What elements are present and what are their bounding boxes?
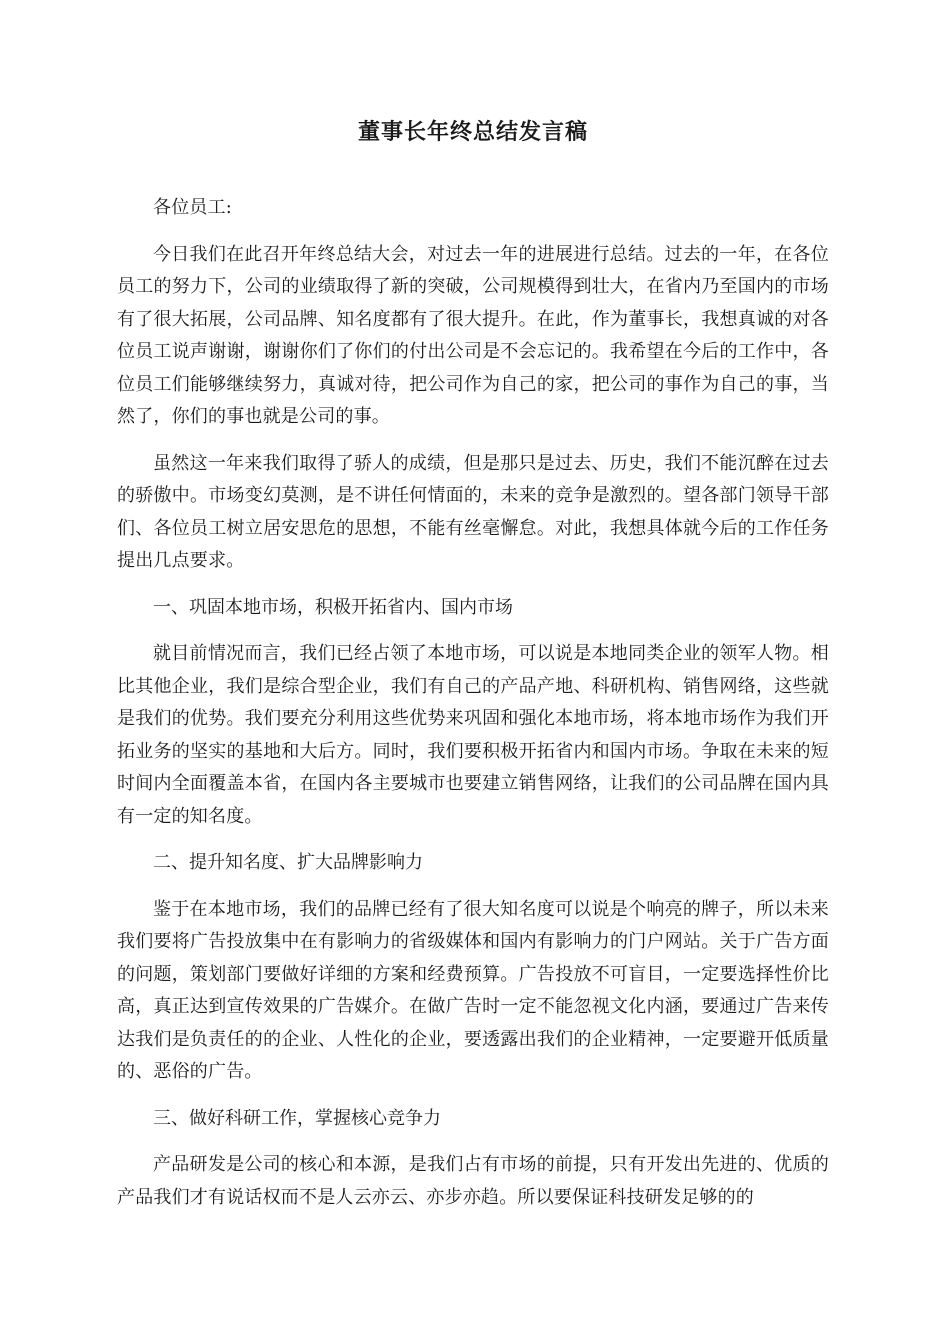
paragraph-4: 鉴于在本地市场，我们的品牌已经有了很大知名度可以说是个响亮的牌子，所以未来我们要将广告投放集中在有影响力的省级媒体和国内有影响力的门户网站。关于广告方面的问题，策划部门要做好详细的方案和经费预算。广告投放不可盲目，一定要选择性价比高，真正达到宣传效果的广告媒介。在做广告时一定不能忽视文化内涵，要通过广告来传达我们是负责任的的企业、人性化的企业，要透露出我们的企业精神，一定要避开低质量的、恶俗的广告。 — [117, 898, 829, 1082]
paragraph-3: 就目前情况而言，我们已经占领了本地市场，可以说是本地同类企业的领军人物。相比其他企业，我们是综合型企业，我们有自己的产品产地、科研机构、销售网络，这些就是我们的优势。我们要充分利用这些优势来巩固和强化本地市场，将本地市场作为我们开拓业务的坚实的基地和大后方。同时，我们要积极开拓省内和国内市场。争取在未来的短时间内全面覆盖本省，在国内各主要城市也要建立销售网络，让我们的公司品牌在国内具有一定的知名度。 — [117, 643, 829, 827]
document-page — [117, 112, 829, 1228]
section-heading-1: 一、巩固本地市场，积极开拓省内、国内市场 — [153, 596, 513, 618]
paragraph-1: 今日我们在此召开年终总结大会，对过去一年的进展进行总结。过去的一年，在各位员工的努力下，公司的业绩取得了新的突破，公司规模得到壮大，在省内乃至国内的市场有了很大拓展，公司品牌、知名度都有了很大提升。在此，作为董事长，我想真诚的对各位员工说声谢谢，谢谢你们了你们的付出公司是不会忘记的。我希望在今后的工作中，各位员工们能够继续努力，真诚对待，把公司作为自己的家，把公司的事作为自己的事，当然了，你们的事也就是公司的事。 — [117, 243, 829, 427]
document-title: 董事长年终总结发言稿 — [357, 119, 588, 145]
paragraph-5: 产品研发是公司的核心和本源，是我们占有市场的前提，只有开发出先进的、优质的产品我们才有说话权而不是人云亦云、亦步亦趋。所以要保证科技研发足够的的 — [117, 1154, 829, 1208]
section-heading-2: 二、提升知名度、扩大品牌影响力 — [153, 852, 423, 873]
paragraph-2: 虽然这一年来我们取得了骄人的成绩，但是那只是过去、历史，我们不能沉醉在过去的骄傲中。市场变幻莫测，是不讲任何情面的，未来的竞争是激烈的。望各部门领导干部们、各位员工树立居安思危的思想，不能有丝毫懈怠。对此，我想具体就今后的工作任务提出几点要求。 — [117, 452, 829, 571]
section-heading-3: 三、做好科研工作，掌握核心竞争力 — [153, 1107, 441, 1129]
salutation: 各位员工: — [153, 197, 233, 218]
